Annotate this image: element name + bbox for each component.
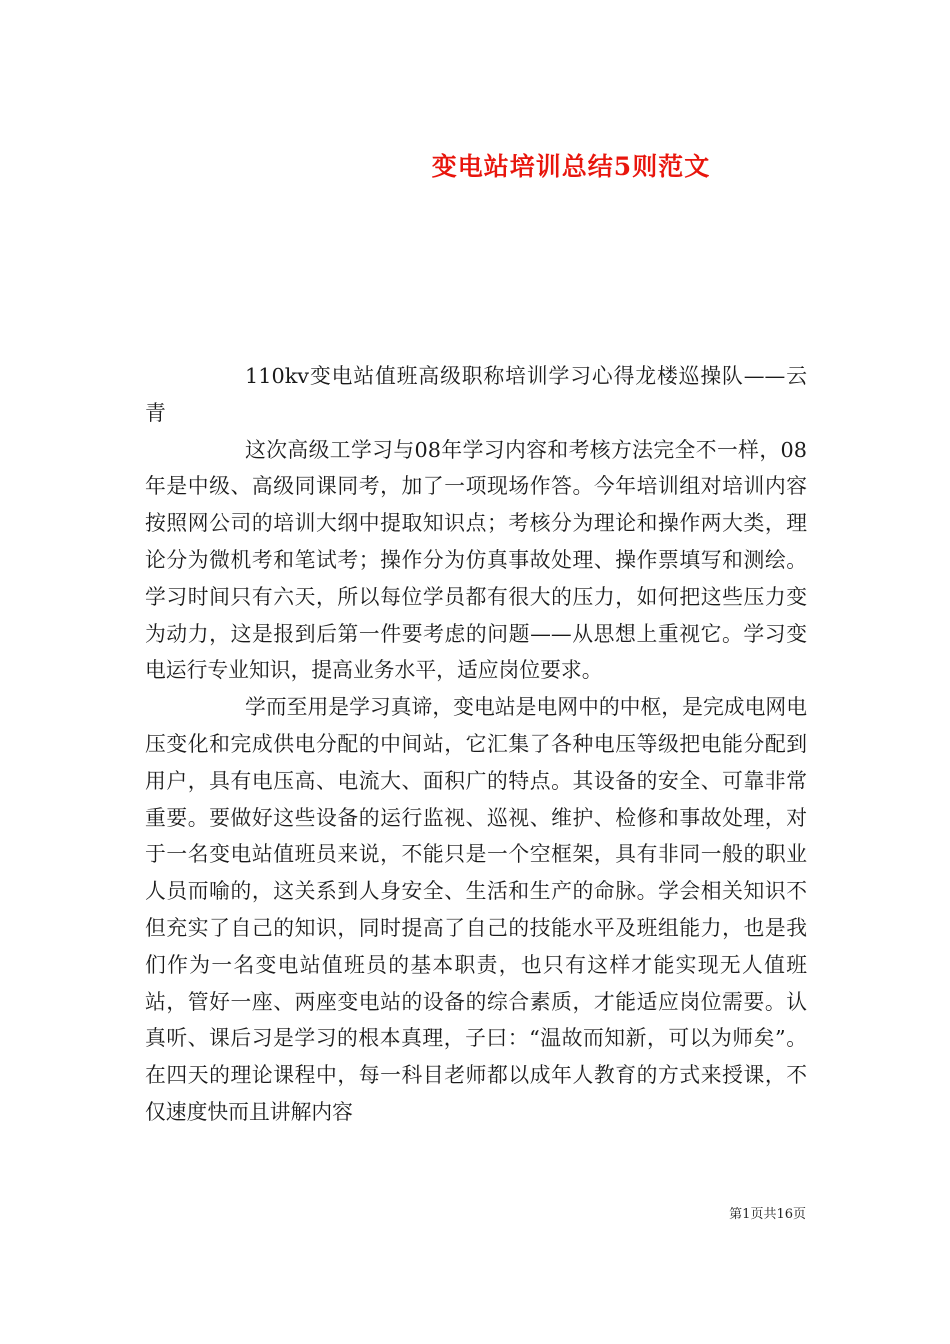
paragraph: 这次高级工学习与08年学习内容和考核方法完全不一样，08年是中级、高级同课同考，加了一项现场作答。今年培训组对培训内容按照网公司的培训大纲中提取知识点；考核分为理论和操作两大类，理论分为微机考和笔试考；操作分为仿真事故处理、操作票填写和测绘。学习时间只有六天，所以每位学员都有很大的压力，如何把这些压力变为动力，这是报到后第一件要考虑的问题——从思想上重视它。学习变电运行专业知识，提高业务水平，适应岗位要求。 <box>145 437 807 683</box>
paragraph-heading: 110kv变电站值班高级职称培训学习心得龙楼巡操队——云青 <box>145 364 807 425</box>
document-title: 变电站培训总结5则范文 <box>431 151 711 181</box>
paragraph: 学而至用是学习真谛，变电站是电网中的中枢，是完成电网电压变化和完成供电分配的中间站，它汇集了各种电压等级把电能分配到用户，具有电压高、电流大、面积广的特点。其设备的安全、可靠非常重要。要做好这些设备的运行监视、巡视、维护、检修和事故处理，对于一名变电站值班员来说，不能只是一个空框架，具有非同一般的职业人员而喻的，这关系到人身安全、生活和生产的命脉。学会相关知识不但充实了自己的知识，同时提高了自己的技能水平及班组能力，也是我们作为一名变电站值班员的基本职责，也只有这样才能实现无人值班站，管好一座、两座变电站的设备的综合素质，才能适应岗位需要。认真听、课后习是学习的根本真理，子曰：“温故而知新，可以为师矣”。在四天的理论课程中，每一科目老师都以成年人教育的方式来授课，不仅速度快而且讲解内容 <box>145 695 807 1124</box>
page-number: 第1页共16页 <box>729 1207 806 1222</box>
document-body <box>145 358 807 1131</box>
